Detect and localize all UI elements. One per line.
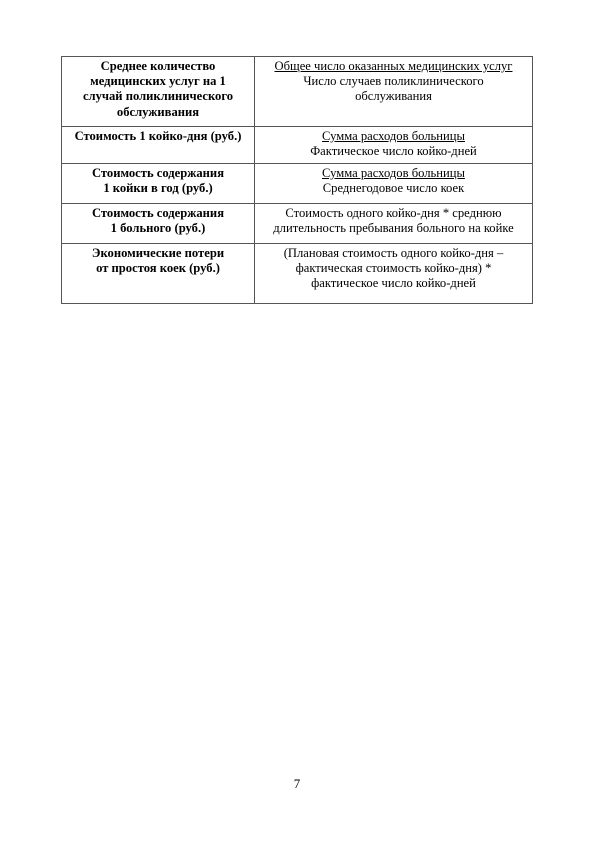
table-row: [62, 127, 533, 164]
label-line: Стоимость содержания: [91, 166, 225, 180]
formula-line: обслуживания: [355, 89, 432, 104]
formula-line: (Плановая стоимость одного койко-дня –: [283, 246, 504, 260]
label-line: обслуживания: [116, 104, 200, 119]
table-row: [62, 244, 533, 304]
indicator-formula: [255, 204, 533, 244]
formula-line: Среднегодовое число коек: [322, 181, 465, 196]
table-row: [62, 164, 533, 204]
label-line: медицинских услуг на 1: [90, 74, 226, 89]
label-line: Среднее количество: [100, 59, 216, 73]
formula-numerator: Общее число оказанных медицинских услуг: [274, 59, 513, 73]
formula-line: Число случаев поликлинического: [303, 74, 484, 89]
indicator-label: [62, 164, 255, 204]
label-line: 1 койки в год (руб.): [103, 181, 213, 196]
formula-line: Стоимость одного койко-дня * среднюю: [285, 206, 502, 220]
page-number: 7: [293, 776, 301, 791]
formula-line: длительность пребывания больного на койке: [273, 221, 514, 236]
indicator-label: [62, 127, 255, 164]
formula-line: фактическое число койко-дней: [311, 276, 476, 291]
table-row: [62, 57, 533, 127]
formula-numerator: Сумма расходов больницы: [322, 166, 465, 180]
indicator-formula: [255, 164, 533, 204]
indicator-label: [62, 244, 255, 304]
formula-numerator: Сумма расходов больницы: [322, 129, 465, 143]
indicator-formula: [255, 127, 533, 164]
label-line: 1 больного (руб.): [110, 221, 206, 236]
indicator-formula: [255, 244, 533, 304]
indicator-label: [62, 57, 255, 127]
label-line: Стоимость 1 койко-дня (руб.): [74, 129, 242, 143]
indicators-table: [61, 56, 533, 304]
table-row: [62, 204, 533, 244]
label-line: Экономические потери: [91, 246, 225, 260]
formula-line: Фактическое число койко-дней: [310, 144, 477, 159]
label-line: случай поликлинического: [82, 89, 234, 104]
label-line: Стоимость содержания: [91, 206, 225, 220]
indicator-label: [62, 204, 255, 244]
label-line: от простоя коек (руб.): [96, 261, 220, 276]
formula-line: фактическая стоимость койко-дня) *: [295, 261, 492, 276]
indicator-formula: [255, 57, 533, 127]
